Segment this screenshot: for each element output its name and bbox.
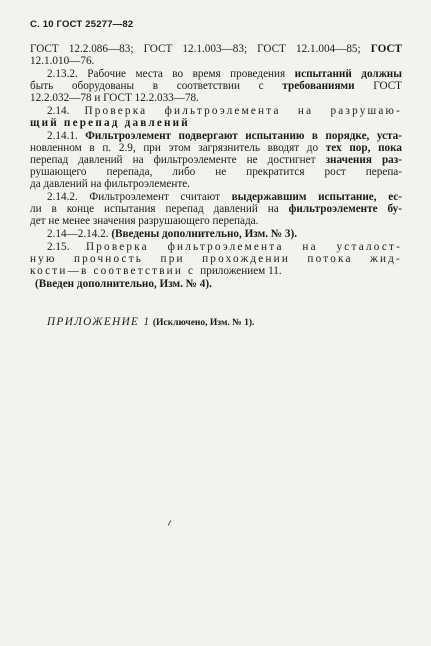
text-run: ли в конце испытания перепад давлений на <box>30 203 289 215</box>
text-run: (Исключено, Изм. № 1). <box>150 318 255 328</box>
text-line <box>30 216 402 227</box>
text-run: 12.2.032—78 и ГОСТ 12.2.033—78. <box>30 92 199 104</box>
text-run: приложением 11. <box>200 265 282 277</box>
text-run: выдержавшим испытание, ес- <box>231 191 402 203</box>
text-run: кости—в соответствии с <box>30 265 201 277</box>
text-run: 2.14. <box>47 105 85 117</box>
text-run: Проверка фильтроэлемента на разрушаю- <box>84 105 402 117</box>
text-line <box>47 69 402 80</box>
text-run: испытаний должны <box>294 68 402 80</box>
text-run: 2.13.2. Рабочие места во время проведения <box>47 68 295 80</box>
text-run: да давлений на фильтроэлементе. <box>30 178 190 190</box>
text-run: рушающего перепада, либо не прекратится рост перепа- <box>30 166 402 178</box>
section-heading <box>30 118 402 129</box>
text-run: дет не менее значения разрушающего перепада. <box>30 215 259 227</box>
text-run: требованиями <box>282 80 355 92</box>
text-run: тех пор, пока <box>325 142 402 154</box>
section-heading <box>30 254 402 265</box>
text-run: фильтроэлементе бу- <box>288 203 402 215</box>
page-header: С. 10 ГОСТ 25277—82 <box>30 19 134 30</box>
section-heading <box>30 266 402 277</box>
text-line <box>30 204 402 215</box>
amendment-note <box>35 279 407 290</box>
text-run: ную прочность при прохождении потока жид- <box>30 253 402 265</box>
text-line <box>30 167 402 178</box>
text-run: 12.1.010—76. <box>30 55 95 67</box>
text-run: 2.14—2.14.2. <box>47 228 112 240</box>
section-heading <box>47 242 402 253</box>
text-line <box>30 44 402 55</box>
text-run: щий перепад давлений <box>30 117 190 129</box>
appendix-note <box>47 317 419 329</box>
text-run: перепад давлений на фильтроэлементе не достигнет <box>30 154 326 166</box>
text-run: значения раз- <box>325 154 402 166</box>
text-run: (Введены дополнительно, Изм. № 3). <box>111 228 297 240</box>
text-run: (Введен дополнительно, Изм. № 4). <box>35 278 212 290</box>
text-run: 2.15. <box>47 241 86 253</box>
text-run: ГОСТ <box>370 43 402 55</box>
text-line <box>47 131 402 142</box>
section-heading <box>47 106 402 117</box>
text-run: 2.14.1. <box>47 130 86 142</box>
text-run: ГОСТ <box>354 80 403 92</box>
text-line <box>47 192 402 203</box>
text-run: Фильтроэлемент подвергают испытанию в порядке, уста- <box>85 130 402 142</box>
text-line <box>30 179 402 190</box>
text-run: Проверка фильтроэлемента на усталост- <box>85 241 403 253</box>
text-line <box>30 155 402 166</box>
text-line <box>30 93 402 104</box>
scan-mark <box>168 520 172 526</box>
text-run: быть оборудованы в соответствии с <box>30 80 283 92</box>
text-run: ПРИЛОЖЕНИЕ 1 <box>47 316 151 328</box>
text-run: новленном в п. 2.9, при этом загрязнитель вводят до <box>30 142 326 154</box>
amendment-note <box>47 229 402 240</box>
text-line <box>30 81 402 92</box>
text-run: 2.14.2. Фильтроэлемент считают <box>47 191 232 203</box>
text-line <box>30 143 402 154</box>
text-line <box>30 56 402 67</box>
text-run: ГОСТ 12.2.086—83; ГОСТ 12.1.003—83; ГОСТ 12.1.004—85; <box>30 43 371 55</box>
